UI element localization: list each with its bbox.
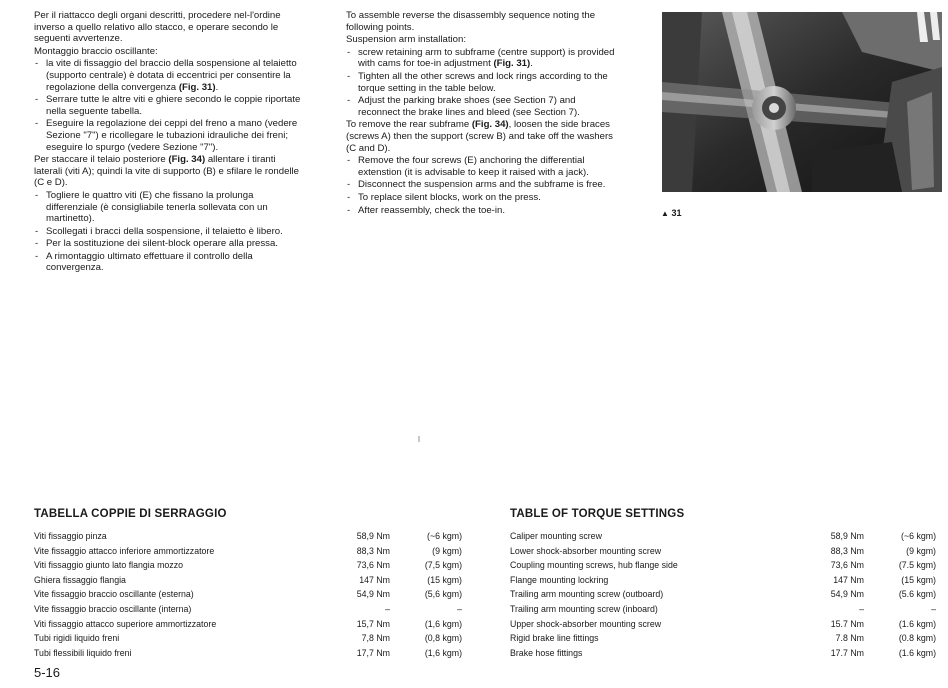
list-item: - Disconnect the suspension arms and the subframe is free. [346, 179, 618, 191]
table-row [510, 544, 936, 559]
row-kgm-value: (1.6 kgm) [898, 618, 936, 629]
row-kgm-value: – [457, 603, 462, 614]
row-kgm-value: (0,8 kgm) [424, 633, 462, 644]
table-row [34, 573, 462, 588]
row-name: Ghiera fissaggio flangia [34, 574, 126, 585]
figure-number: 31 [671, 208, 682, 218]
row-nm-value: 15,7 Nm [356, 618, 390, 629]
english-intro: To assemble reverse the disassembly sequence noting the following points. [346, 10, 596, 33]
scan-speck [418, 436, 420, 442]
table-row [510, 602, 936, 617]
table-row [34, 631, 462, 646]
list-item: - Eseguire la regolazione dei ceppi del freno a mano (vedere Sezione "7") e ricollegare le tubazioni idrauliche dei freni; eseguire lo spurgo (vedere Sezione "7"). [34, 118, 302, 153]
table-row [510, 573, 936, 588]
row-name: Vite fissaggio braccio oscillante (interna) [34, 603, 192, 614]
italian-torque-table [34, 529, 462, 660]
row-kgm-value: (5,6 kgm) [424, 589, 462, 600]
row-kgm-value: (7,5 kgm) [424, 560, 462, 571]
row-name: Tubi flessibili liquido freni [34, 647, 132, 658]
italian-text-column [34, 10, 302, 275]
row-nm-value: 7.8 Nm [835, 633, 864, 644]
row-name: Viti fissaggio giunto lato flangia mozzo [34, 560, 183, 571]
row-kgm-value: (9 kgm) [906, 545, 936, 556]
table-row [34, 529, 462, 544]
row-nm-value: 54,9 Nm [830, 589, 864, 600]
italian-arm-heading: Montaggio braccio oscillante: [34, 45, 158, 57]
row-kgm-value: (1.6 kgm) [898, 647, 936, 658]
table-row [34, 587, 462, 602]
italian-arm-list [34, 58, 302, 153]
table-row [34, 544, 462, 559]
row-kgm-value: (0.8 kgm) [898, 633, 936, 644]
row-nm-value: 147 Nm [833, 574, 864, 585]
english-arm-heading: Suspension arm installation: [346, 34, 466, 46]
italian-subframe-list [34, 190, 302, 274]
list-item: - Tighten all the other screws and lock rings according to the torque setting in the table below. [346, 71, 618, 94]
english-torque-table [510, 529, 936, 660]
list-item: - Remove the four screws (E) anchoring the differential extenstion (it is advisable to keep it raised with a jack). [346, 155, 618, 178]
list-item: - To replace silent blocks, work on the press. [346, 192, 618, 204]
list-item: - la vite di fissaggio del braccio della sospensione al telaietto (supporto centrale) è dotata di eccentrici per consentire la regolazione della convergenza (Fig. 31). [34, 58, 302, 93]
table-row [510, 617, 936, 632]
table-row [510, 631, 936, 646]
suspension-arm-photo [662, 12, 942, 192]
row-kgm-value: (1,6 kgm) [424, 618, 462, 629]
table-row [510, 646, 936, 661]
suspension-arm-illustration [662, 12, 942, 192]
row-name: Brake hose fittings [510, 647, 583, 658]
english-subframe-list [346, 155, 618, 216]
row-nm-value: 7,8 Nm [361, 633, 390, 644]
row-nm-value: 58,9 Nm [830, 531, 864, 541]
list-item: - Togliere le quattro viti (E) che fissano la prolunga differenziale (è consigliabile tenerla sollevata con un martinetto). [34, 190, 302, 225]
table-row [34, 617, 462, 632]
row-nm-value: 73,6 Nm [356, 560, 390, 571]
row-kgm-value: (~6 kgm) [427, 531, 462, 541]
italian-intro: Per il riattacco degli organi descritti, procedere nel-l'ordine inverso a quello relativo allo stacco, e operare secondo le seguenti avvertenze. [34, 10, 281, 45]
row-nm-value: 17,7 Nm [356, 647, 390, 658]
table-row [510, 529, 936, 544]
figure-caption [661, 208, 681, 218]
english-subframe-paragraph: To remove the rear subframe (Fig. 34), loosen the side braces (screws A) then the support (screw B) and take off the washers (C and D). [346, 119, 613, 154]
table-row [34, 646, 462, 661]
table-row [510, 587, 936, 602]
table-row [34, 558, 462, 573]
list-item: - Per la sostituzione dei silent-block operare alla pressa. [34, 238, 302, 250]
row-name: Tubi rigidi liquido freni [34, 633, 120, 644]
list-item: - After reassembly, check the toe-in. [346, 205, 618, 217]
row-nm-value: 73,6 Nm [830, 560, 864, 571]
row-nm-value: 15.7 Nm [830, 618, 864, 629]
row-name: Vite fissaggio braccio oscillante (esterna) [34, 589, 194, 600]
english-table-title: TABLE OF TORQUE SETTINGS [510, 508, 685, 520]
italian-table-title: TABELLA COPPIE DI SERRAGGIO [34, 508, 227, 520]
row-nm-value: – [859, 603, 864, 614]
triangle-marker-icon: ▲ [661, 209, 669, 218]
list-item: - Adjust the parking brake shoes (see Section 7) and reconnect the brake lines and bleed (see Section 7). [346, 95, 618, 118]
row-kgm-value: (1,6 kgm) [424, 647, 462, 658]
row-name: Viti fissaggio pinza [34, 531, 107, 541]
list-item: - A rimontaggio ultimato effettuare il controllo della convergenza. [34, 251, 302, 274]
list-item: - Serrare tutte le altre viti e ghiere secondo le coppie riportate nella seguente tabella. [34, 94, 302, 117]
list-item: - Scollegati i bracci della sospensione, il telaietto è libero. [34, 226, 302, 238]
row-name: Flange mounting lockring [510, 574, 609, 585]
row-kgm-value: (9 kgm) [432, 545, 462, 556]
italian-subframe-paragraph: Per staccare il telaio posteriore (Fig. 34) allentare i tiranti laterali (viti A); quindi la vite di supporto (B) e sfilare le rondelle (C e D). [34, 154, 300, 189]
page-number: 5-16 [34, 665, 61, 680]
row-kgm-value: (5.6 kgm) [898, 589, 936, 600]
row-nm-value: 17.7 Nm [830, 647, 864, 658]
row-name: Coupling mounting screws, hub flange side [510, 560, 678, 571]
english-arm-list [346, 47, 618, 119]
row-nm-value: – [385, 603, 390, 614]
row-name: Trailing arm mounting screw (outboard) [510, 589, 664, 600]
row-name: Lower shock-absorber mounting screw [510, 545, 662, 556]
row-kgm-value: (7.5 kgm) [898, 560, 936, 571]
row-nm-value: 88,3 Nm [830, 545, 864, 556]
table-row [34, 602, 462, 617]
row-nm-value: 88,3 Nm [356, 545, 390, 556]
row-name: Rigid brake line fittings [510, 633, 599, 644]
row-kgm-value: (15 kgm) [427, 574, 462, 585]
table-row [510, 558, 936, 573]
row-nm-value: 58,9 Nm [356, 531, 390, 541]
row-kgm-value: (15 kgm) [901, 574, 936, 585]
list-item: - screw retaining arm to subframe (centre support) is provided with cams for toe-in adjustment (Fig. 31). [346, 47, 618, 70]
row-name: Trailing arm mounting screw (inboard) [510, 603, 658, 614]
english-text-column [346, 10, 618, 217]
row-nm-value: 147 Nm [359, 574, 390, 585]
row-name: Vite fissaggio attacco inferiore ammortizzatore [34, 545, 215, 556]
row-kgm-value: – [931, 603, 936, 614]
row-name: Caliper mounting screw [510, 531, 602, 541]
row-kgm-value: (~6 kgm) [901, 531, 936, 541]
row-name: Viti fissaggio attacco superiore ammortizzatore [34, 618, 217, 629]
row-name: Upper shock-absorber mounting screw [510, 618, 662, 629]
row-nm-value: 54,9 Nm [356, 589, 390, 600]
